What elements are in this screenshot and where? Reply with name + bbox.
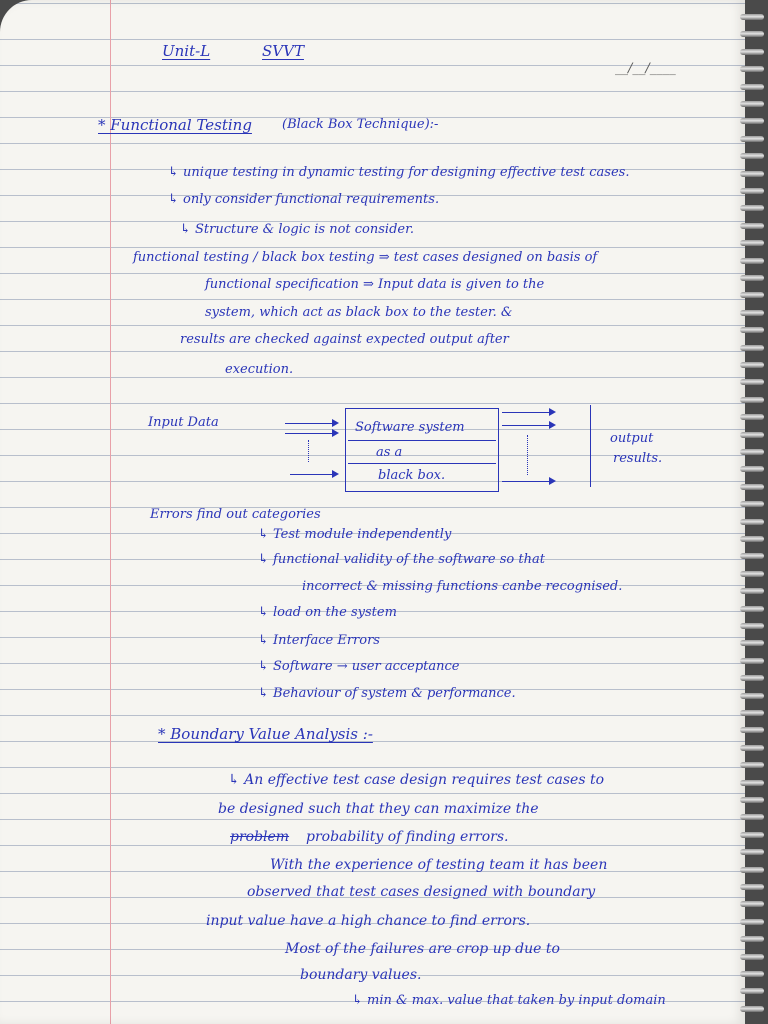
spiral-coil	[740, 919, 764, 925]
spiral-coil	[740, 362, 764, 368]
boundary-line-5: observed that test cases designed with boundary	[247, 884, 596, 900]
spiral-coil	[740, 675, 764, 681]
spiral-coil	[740, 205, 764, 211]
definition-line-3: system, which act as black box to the tester. &	[205, 305, 513, 320]
boundary-line-7: Most of the failures are crop up due to	[285, 941, 560, 957]
spiral-coil	[740, 397, 764, 403]
box-line-1: Software system	[355, 420, 465, 435]
spiral-coil	[740, 1006, 764, 1012]
error-item-1: ↳ Test module independently	[258, 527, 452, 542]
functional-testing-heading: * Functional Testing	[98, 116, 252, 134]
boundary-line-3: probability of finding errors.	[306, 829, 509, 845]
error-item-5: ↳ Interface Errors	[258, 633, 380, 648]
spiral-coil	[740, 710, 764, 716]
spiral-coil	[740, 118, 764, 124]
unit-title: Unit-L	[162, 42, 211, 60]
functional-testing-subheading: (Black Box Technique):-	[282, 117, 439, 132]
spiral-coil	[740, 14, 764, 20]
error-item-3: incorrect & missing functions canbe recognised.	[302, 579, 623, 594]
boundary-line-6: input value have a high chance to find errors.	[206, 913, 531, 929]
input-arrow-2	[285, 433, 337, 434]
spiral-coil	[740, 762, 764, 768]
spiral-coil	[740, 745, 764, 751]
struck-word: problem	[230, 829, 290, 845]
spiral-coil	[740, 188, 764, 194]
spiral-coil	[740, 449, 764, 455]
spiral-coil	[740, 588, 764, 594]
subject-title: SVVT	[262, 42, 304, 60]
spiral-coil	[740, 901, 764, 907]
spiral-coil	[740, 536, 764, 542]
spiral-coil	[740, 623, 764, 629]
spiral-coil	[740, 832, 764, 838]
boundary-line-8: boundary values.	[300, 967, 422, 983]
input-dots	[308, 440, 309, 462]
definition-line-2: functional specification ⇒ Input data is given to the	[205, 277, 545, 292]
spiral-coil	[740, 693, 764, 699]
spiral-coil	[740, 31, 764, 37]
spiral-coil	[740, 258, 764, 264]
box-line-3: black box.	[378, 468, 446, 483]
box-line-2: as a	[376, 445, 403, 460]
spiral-coil	[740, 66, 764, 72]
output-label-2: results.	[613, 451, 663, 466]
output-label-1: output	[610, 431, 654, 446]
spiral-coil	[740, 292, 764, 298]
spiral-coil	[740, 101, 764, 107]
functional-point-2: ↳ only consider functional requirements.	[168, 192, 440, 207]
spiral-coil	[740, 988, 764, 994]
definition-line-1: functional testing / black box testing ⇒ test cases designed on basis of	[133, 250, 598, 265]
spiral-coil	[740, 379, 764, 385]
error-item-6: ↳ Software → user acceptance	[258, 659, 460, 674]
spiral-coil	[740, 571, 764, 577]
error-item-7: ↳ Behaviour of system & performance.	[258, 686, 516, 701]
spiral-coil	[740, 171, 764, 177]
spiral-coil	[740, 327, 764, 333]
output-arrow-3	[502, 481, 554, 482]
spiral-coil	[740, 780, 764, 786]
output-dots	[527, 435, 528, 475]
input-arrow-1	[285, 423, 337, 424]
spiral-coil	[740, 501, 764, 507]
spiral-coil	[740, 640, 764, 646]
spiral-coil	[740, 275, 764, 281]
boundary-heading: * Boundary Value Analysis :-	[158, 725, 373, 743]
spiral-coil	[740, 484, 764, 490]
spiral-coil	[740, 727, 764, 733]
spiral-coil	[740, 797, 764, 803]
spiral-coil	[740, 849, 764, 855]
functional-point-3: ↳ Structure & logic is not consider.	[180, 222, 414, 237]
spiral-coil	[740, 345, 764, 351]
spiral-coil	[740, 84, 764, 90]
definition-line-5: execution.	[225, 362, 294, 377]
spiral-coil	[740, 884, 764, 890]
box-divider-2	[348, 463, 496, 464]
spiral-coil	[740, 136, 764, 142]
functional-point-1: ↳ unique testing in dynamic testing for designing effective test cases.	[168, 165, 630, 180]
output-bar	[590, 405, 591, 487]
spiral-coil	[740, 240, 764, 246]
spiral-coil	[740, 519, 764, 525]
spiral-coil	[740, 553, 764, 559]
boundary-line-2: be designed such that they can maximize the	[218, 801, 539, 817]
spiral-coil	[740, 49, 764, 55]
spiral-coil	[740, 606, 764, 612]
boundary-line-1: ↳ An effective test case design requires test cases to	[228, 772, 605, 788]
output-arrow-1	[502, 412, 554, 413]
box-divider-1	[348, 440, 496, 441]
spiral-coil	[740, 936, 764, 942]
spiral-coil	[740, 466, 764, 472]
boundary-line-4: With the experience of testing team it has been	[270, 857, 608, 873]
input-data-label: Input Data	[148, 415, 219, 430]
errors-heading: Errors find out categories	[150, 507, 321, 522]
spiral-coil	[740, 414, 764, 420]
output-arrow-2	[502, 425, 554, 426]
spiral-coil	[740, 814, 764, 820]
spiral-coil	[740, 971, 764, 977]
spiral-binding	[738, 0, 768, 1024]
input-arrow-3	[290, 474, 337, 475]
spiral-coil	[740, 310, 764, 316]
spiral-coil	[740, 223, 764, 229]
boundary-line-9: ↳ min & max. value that taken by input domain	[352, 993, 666, 1008]
spiral-coil	[740, 658, 764, 664]
spiral-coil	[740, 432, 764, 438]
error-item-2: ↳ functional validity of the software so that	[258, 552, 545, 567]
spiral-coil	[740, 153, 764, 159]
spiral-coil	[740, 867, 764, 873]
date-field: __/__/____	[615, 61, 676, 76]
definition-line-4: results are checked against expected output after	[180, 332, 509, 347]
error-item-4: ↳ load on the system	[258, 605, 397, 620]
spiral-coil	[740, 954, 764, 960]
